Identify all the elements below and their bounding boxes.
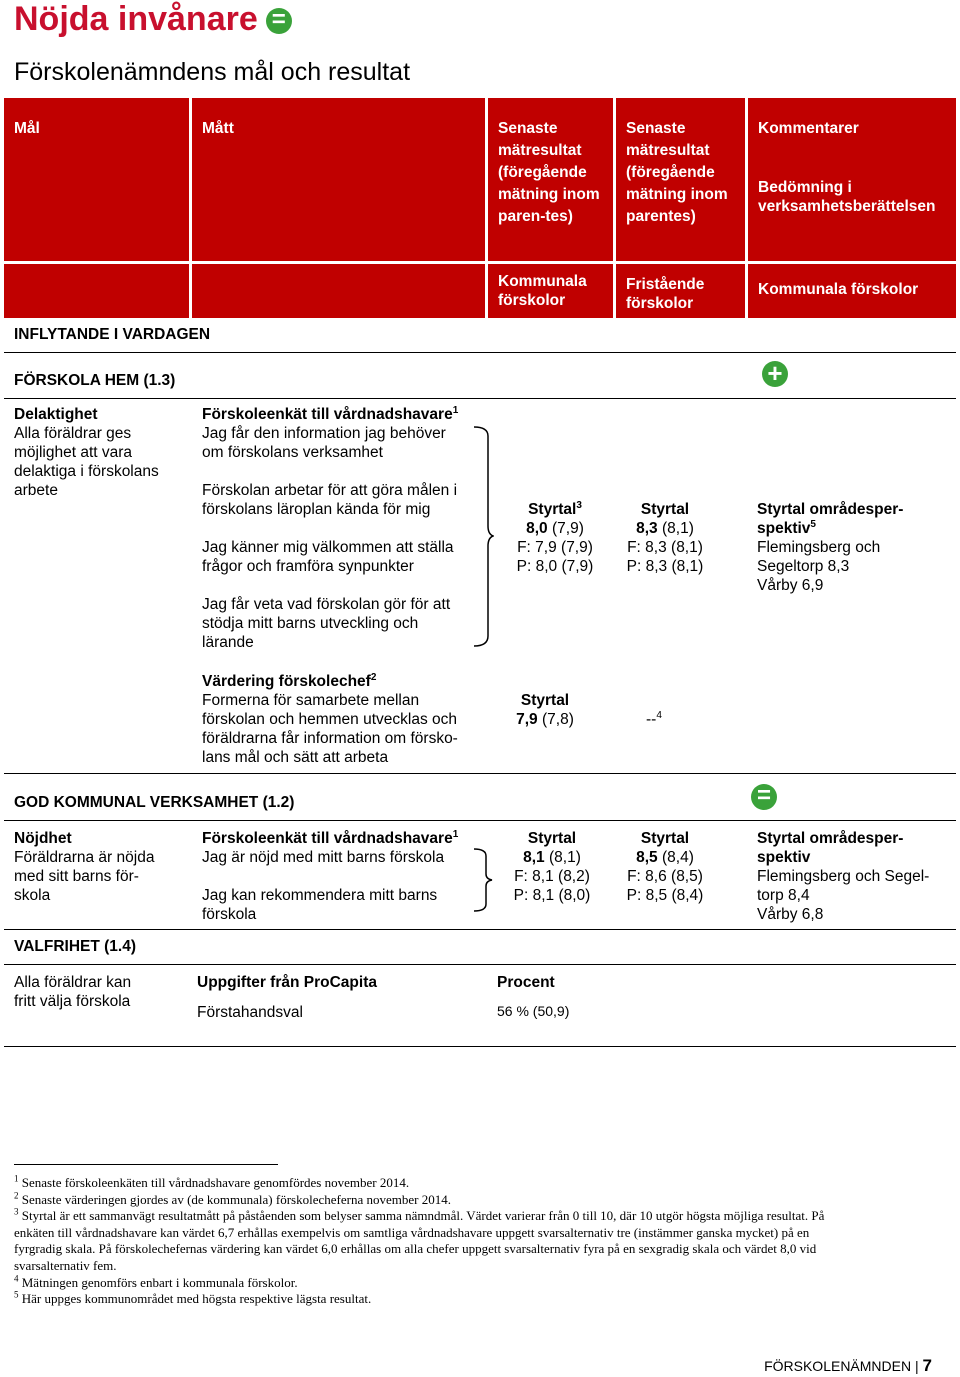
- measure-item: Jag känner mig välkommen att ställa: [202, 539, 454, 556]
- comment-title-text: spektiv: [757, 520, 811, 537]
- measure-forskoleenkat: [202, 405, 492, 652]
- measure-vardering: [202, 672, 492, 767]
- header-sub-kommunala: Kommunala förskolor: [488, 264, 613, 318]
- measure-item: förskolan och hemmen utvecklas och: [202, 711, 458, 728]
- measure-item: lärande: [202, 634, 254, 651]
- result-label: Styrtal: [640, 501, 690, 518]
- goal-text: Alla föräldrar ges: [14, 425, 132, 442]
- measure-item: förskola: [202, 906, 257, 923]
- result-f: F: 8,3 (8,1): [627, 539, 703, 556]
- measure-item: stödja mitt barns utveckling och: [202, 615, 419, 632]
- result-kommunala-delaktighet: [500, 500, 610, 576]
- result-value: [612, 848, 718, 867]
- comment-text: Vårby 6,8: [757, 906, 824, 923]
- result-value-prev: (7,9): [552, 520, 584, 537]
- measure-item: Förskolan arbetar för att göra målen i: [202, 482, 458, 499]
- footnote-text: Mätningen genomförs enbart i kommunala förskolor.: [21, 1274, 298, 1290]
- result-value-prev: (8,1): [549, 849, 581, 866]
- footnote-ref: 4: [656, 709, 662, 721]
- measure-item: föräldrarna får information om försko-: [202, 730, 458, 747]
- measure-item: lans mål och sätt att arbeta: [202, 749, 389, 766]
- page-footer-separator: |: [915, 1358, 919, 1374]
- divider: [4, 1046, 956, 1047]
- measure-item: Jag får veta vad förskolan gör för att: [202, 596, 451, 613]
- result-p: P: 8,3 (8,1): [626, 558, 704, 575]
- equals-icon: =: [266, 8, 292, 34]
- footnote-text: Senaste värderingen gjordes av (de kommunala) förskolecheferna november 2014.: [21, 1191, 451, 1207]
- result-value-prev: (8,1): [662, 520, 694, 537]
- goal-nojdhet: [14, 829, 189, 905]
- divider: [4, 820, 956, 821]
- goal-text: delaktiga i förskolans: [14, 463, 159, 480]
- page-title-text: Nöjda invånare: [14, 0, 258, 38]
- goal-text: skola: [14, 887, 51, 904]
- footnote-1: $^1$ Senaste förskoleenkäten till vårdnadshavare genomfördes november 2014.: [14, 1173, 410, 1190]
- footnote-5: $^5$ Här uppges kommunområdet med högsta respektive lägsta resultat.: [14, 1289, 372, 1307]
- divider: [4, 398, 956, 399]
- goal-text: möjlighet att vara: [14, 444, 133, 461]
- measure-title: [202, 672, 492, 691]
- goal-text: arbete: [14, 482, 58, 499]
- result-fristaende-delaktighet: [612, 500, 718, 576]
- goal-text: fritt välja förskola: [14, 993, 131, 1010]
- divider: [4, 773, 956, 774]
- measure-item: Förstahandsval: [197, 1004, 303, 1021]
- comment-text: Segeltorp 8,3: [757, 558, 850, 575]
- result-value-prev: (7,8): [542, 711, 574, 728]
- result-p: P: 8,0 (7,9): [516, 558, 594, 575]
- result-kommunala-nojdhet: [498, 829, 606, 905]
- footnote-ref: 2: [370, 671, 377, 683]
- header-sub-fristaende: Fristående förskolor: [616, 264, 745, 318]
- result-value: 56 % (50,9): [497, 1003, 570, 1019]
- goal-title: Nöjdhet: [14, 830, 72, 847]
- goal-text: Föräldrarna är nöjda: [14, 849, 155, 866]
- section-forskola-hem: [14, 372, 175, 390]
- result-label: Styrtal: [520, 692, 570, 709]
- measure-title-text: Förskoleenkät till vårdnadshavare: [202, 830, 453, 847]
- footnote-text: Här uppges kommunområdet med högsta respektive lägsta resultat.: [21, 1291, 372, 1307]
- measure-title-text: Värdering förskolechef: [202, 673, 371, 690]
- measure-item: Jag är nöjd med mitt barns förskola: [202, 849, 445, 866]
- result-p: P: 8,5 (8,4): [626, 887, 704, 904]
- comment-text: Flemingsberg och Segel-: [757, 868, 930, 885]
- goal-text: med sitt barns för-: [14, 868, 139, 885]
- comment-nojdhet: [757, 829, 957, 924]
- result-f: F: 8,1 (8,2): [514, 868, 590, 885]
- result-fristaende-nojdhet: [612, 829, 718, 905]
- result-value: [498, 848, 606, 867]
- result-label: Styrtal: [527, 830, 577, 847]
- result-unit: Procent: [497, 974, 555, 991]
- measure-item: Formerna för samarbete mellan: [202, 692, 420, 709]
- header-kommunala-result: Senaste mätresultat (föregående mätning inom paren-tes): [488, 98, 613, 261]
- footnote-text: enkäten till vårdnadshavare kan värdet 6,7 erhållas exempelvis om samtliga vårdnadshavare uppgett svarsalternativ tre (instämmer ganska mycket) på en: [14, 1224, 810, 1240]
- result-value-main: 8,5: [636, 849, 658, 866]
- footnote-text: Senaste förskoleenkäten till vårdnadshavare genomfördes november 2014.: [21, 1175, 410, 1190]
- footnote-ref: 5: [810, 518, 816, 530]
- footnote-text: fyrgradig skala. På förskolechefernas värdering kan värdet 6,0 erhållas om alla chefer uppgett svarsalternativ fyra på en sexgradig skala och värdet 8,0 vid: [14, 1241, 817, 1257]
- header-kommentarer: [748, 98, 956, 261]
- comment-title: spektiv: [757, 849, 811, 866]
- page-subtitle: Förskolenämndens mål och resultat: [14, 58, 411, 86]
- section-valfrihet-label: VALFRIHET (1.4): [14, 938, 136, 955]
- result-value: [500, 519, 610, 538]
- page-number: 7: [922, 1356, 932, 1375]
- footnote-separator: [14, 1164, 278, 1165]
- result-fristaende-vardering: [646, 710, 662, 729]
- goal-valfrihet: [14, 973, 189, 1011]
- footnote-ref: 1: [452, 828, 459, 840]
- measure-title-text: Förskoleenkät till vårdnadshavare: [202, 406, 453, 423]
- measure-item: om förskolans verksamhet: [202, 444, 383, 461]
- bracket: [470, 846, 494, 914]
- goal-text: Alla föräldrar kan: [14, 974, 132, 991]
- page-footer-label: FÖRSKOLENÄMNDEN: [764, 1358, 912, 1374]
- result-value-main: --: [646, 711, 657, 728]
- goal-delaktighet: [14, 405, 189, 500]
- header-kommentarer-label: Kommentarer: [758, 120, 859, 137]
- result-value: [490, 710, 600, 729]
- divider: [4, 352, 956, 353]
- result-value-main: 8,1: [523, 849, 545, 866]
- result-f: F: 7,9 (7,9): [517, 539, 593, 556]
- plus-icon: +: [762, 361, 788, 387]
- footnotes: [14, 1175, 944, 1308]
- footnote-text: Styrtal är ett sammanvägt resultatmått på påståenden som belyser samma nämndmål. Värdet varierar från 0 till 10, där 10 utgör högsta möjliga resultat. På: [21, 1208, 825, 1224]
- header-matt: Mått: [192, 98, 485, 261]
- measure-item: förskolans läroplan kända för mig: [202, 501, 431, 518]
- section-god-kommunal-label: GOD KOMMUNAL VERKSAMHET (1.2): [14, 794, 295, 811]
- goal-title: Delaktighet: [14, 406, 98, 423]
- measure-item: frågor och framföra synpunkter: [202, 558, 414, 575]
- result-value: [612, 519, 718, 538]
- result-f: F: 8,6 (8,5): [627, 868, 703, 885]
- measure-item: Jag kan rekommendera mitt barns: [202, 887, 438, 904]
- section-valfrihet: [14, 938, 136, 956]
- result-value-main: 7,9: [516, 711, 538, 728]
- header-bedomning-label: Bedömning i verksamhetsberättelsen: [758, 179, 936, 215]
- result-label: [500, 500, 610, 519]
- header-mal: Mål: [4, 98, 189, 261]
- footnote-4: $^4$ Mätningen genomförs enbart i kommunala förskolor.: [14, 1273, 298, 1290]
- result-value-prev: (8,4): [662, 849, 694, 866]
- result-value-main: 8,0: [526, 520, 548, 537]
- comment-title: Styrtal områdesper-: [757, 830, 904, 847]
- measure-title: [202, 405, 492, 424]
- comment-text: torp 8,4: [757, 887, 810, 904]
- measure-nojdhet: [202, 829, 492, 924]
- section-inflytande: INFLYTANDE I VARDAGEN: [14, 326, 211, 343]
- header-empty-1: [4, 264, 189, 318]
- page-footer: [764, 1356, 932, 1376]
- comment-title: [757, 519, 957, 538]
- header-fristaende-result: Senaste mätresultat (föregående mätning inom parentes): [616, 98, 745, 261]
- footnote-ref: 3: [576, 499, 582, 511]
- section-god-kommunal: [14, 794, 294, 812]
- section-forskola-hem-label: FÖRSKOLA HEM (1.3): [14, 372, 176, 389]
- measure-item: Jag får den information jag behöver: [202, 425, 446, 442]
- measure-source: Uppgifter från ProCapita: [197, 974, 377, 991]
- bracket: [470, 424, 494, 650]
- divider: [4, 929, 956, 930]
- footnote-2: $^2$ Senaste värderingen gjordes av (de kommunala) förskolecheferna november 2014.: [14, 1190, 451, 1207]
- footnote-ref: 1: [452, 404, 459, 416]
- divider: [4, 964, 956, 965]
- result-kommunala-vardering: [490, 691, 600, 729]
- comment-text: Flemingsberg och: [757, 539, 881, 556]
- header-empty-2: [192, 264, 485, 318]
- result-label: Styrtal: [640, 830, 690, 847]
- equals-icon: =: [751, 784, 777, 810]
- comment-title: Styrtal områdesper-: [757, 501, 904, 518]
- result-p: P: 8,1 (8,0): [513, 887, 591, 904]
- header-sub-kommunala-comment: Kommunala förskolor: [748, 264, 956, 318]
- result-value-main: 8,3: [636, 520, 658, 537]
- comment-text: Vårby 6,9: [757, 577, 824, 594]
- result-label-text: Styrtal: [528, 501, 577, 518]
- measure-title: [202, 829, 492, 848]
- comment-delaktighet: [757, 500, 957, 595]
- footnote-text: svarsalternativ fem.: [14, 1257, 117, 1273]
- page-title: [14, 0, 292, 39]
- footnote-3: $^3$ Styrtal är ett sammanvägt resultatmått på påståenden som belyser samma nämndmål. Värdet varierar från 0 till 10, där 10 utgör högsta möjliga resultat. På: [14, 1206, 825, 1224]
